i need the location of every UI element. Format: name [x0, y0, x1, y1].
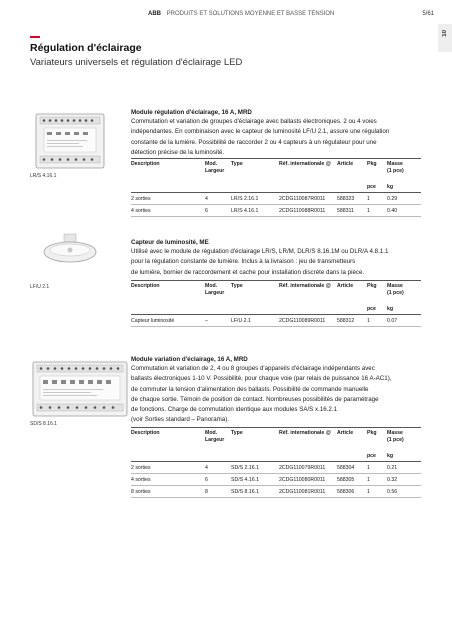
- col-masse: Masse (1 pce): [387, 428, 421, 452]
- product-image-sds: [30, 360, 130, 418]
- product-table-sds: [131, 427, 421, 498]
- col-description: Description: [131, 428, 205, 452]
- col-article: Article: [337, 281, 367, 305]
- table-row: 2 sorties 4 LR/S 2.16.1 2CDG110087R0011 588323 1 0.29: [131, 193, 421, 205]
- page-header: [148, 11, 434, 21]
- section-lfu: [131, 239, 421, 278]
- page-subtitle: Variateurs universels et régulation d'éclairage LED: [30, 57, 243, 68]
- table-row: 4 sorties 6 LR/S 4.16.1 2CDG110088R0011 588311 1 0.40: [131, 205, 421, 217]
- col-article: Article: [337, 428, 367, 452]
- unit-masse: kg: [387, 304, 421, 315]
- col-type: Type: [231, 159, 279, 183]
- product-image-label: LF/U 2.1: [30, 284, 50, 290]
- product-table-lrs: [131, 158, 421, 217]
- col-ref: Réf. internationale @: [279, 159, 337, 183]
- col-mod: Mod. Largeur: [205, 159, 231, 183]
- col-pkg: Pkg: [367, 281, 387, 305]
- table-row: 4 sorties 6 SD/S 4.16.1 2CDG110080R0011 588305 1 0.32: [131, 474, 421, 486]
- col-article: Article: [337, 159, 367, 183]
- product-image-lrs: [30, 112, 110, 170]
- col-masse: Masse (1 pce): [387, 159, 421, 183]
- col-description: Description: [131, 159, 205, 183]
- page-number: 5/61: [422, 11, 434, 17]
- section-description: Commutation et variation de groupes d'éclairage avec ballasts électroniques. 2 ou 4 voies indépendantes. En combinaison avec le capteur de luminosité LF/U 2.1, assure une régulation constante de la lumière. Possibilité de raccorder 2 ou 4 capteurs à un régulateur pour une détection précise de la luminosité.: [131, 118, 390, 156]
- col-mod: Mod. Largeur: [205, 428, 231, 452]
- col-type: Type: [231, 281, 279, 305]
- section-sds: [131, 356, 421, 426]
- unit-masse: kg: [387, 451, 421, 462]
- col-pkg: Pkg: [367, 159, 387, 183]
- accent-bar: [30, 36, 40, 38]
- section-title: Module variation d'éclairage, 16 A, MRD: [131, 356, 248, 363]
- col-masse: Masse (1 pce): [387, 281, 421, 305]
- col-ref: Réf. internationale @: [279, 428, 337, 452]
- product-image-lfu: [30, 232, 110, 266]
- section-lrs: [131, 109, 421, 158]
- section-description: Utilisé avec le module de régulation d'éclairage LR/S, LR/M, DLR/S 8.16.1M ou DLR/A 4.8.1.1 pour la régulation constante de lumière. Inclus à la livraison : jeu de transmetteurs de lumière, bornier de raccordement et cache pour installation discrète dans la pièce.: [131, 248, 389, 276]
- unit-masse: kg: [387, 182, 421, 193]
- col-mod: Mod. Largeur: [205, 281, 231, 305]
- section-title: Module régulation d'éclairage, 16 A, MRD: [131, 109, 252, 116]
- product-image-label: SD/S 8.16.1: [30, 421, 57, 427]
- brand-logo: ABB: [148, 11, 161, 17]
- section-title: Capteur de luminosité, ME: [131, 239, 209, 246]
- col-type: Type: [231, 428, 279, 452]
- product-image-label: LR/S 4.16.1: [30, 173, 57, 179]
- table-row: 2 sorties 4 SD/S 2.16.1 2CDG110079R0011 588304 1 0.21: [131, 462, 421, 474]
- page-title: Régulation d'éclairage: [30, 42, 142, 54]
- chapter-tab-label: 10: [442, 30, 448, 37]
- table-row: 8 sorties 8 SD/S 8.16.1 2CDG110081R0011 588306 1 0.56: [131, 486, 421, 498]
- product-table-lfu: [131, 280, 421, 327]
- unit-pkg: pce: [367, 182, 387, 193]
- unit-pkg: pce: [367, 304, 387, 315]
- col-description: Description: [131, 281, 205, 305]
- unit-pkg: pce: [367, 451, 387, 462]
- col-ref: Réf. internationale @: [279, 281, 337, 305]
- header-text: PRODUITS ET SOLUTIONS MOYENNE ET BASSE TENSION: [166, 11, 335, 17]
- chapter-tab: [438, 24, 452, 52]
- col-pkg: Pkg: [367, 428, 387, 452]
- table-row: Capteur luminosité – LF/U 2.1 2CDG110089R0011 588312 1 0.07: [131, 315, 421, 327]
- section-description: Commutation et variation de 2, 4 ou 8 groupes d'appareils d'éclairage indépendants avec ballasts électroniques 1-10 V. Possibilité, pour chaque voie (par relais de puissance 16 A-AC1), de commuter la tension d'alimentation des ballasts. Possibilité de commande manuelle de chaque sortie. Témoin de position de contact. Nombreuses possibilités de paramétrage de fonctions. Charge de commutation identique aux modules SA/S x.16.2.1 (voir Sorties standard – Panorama).: [131, 365, 392, 424]
